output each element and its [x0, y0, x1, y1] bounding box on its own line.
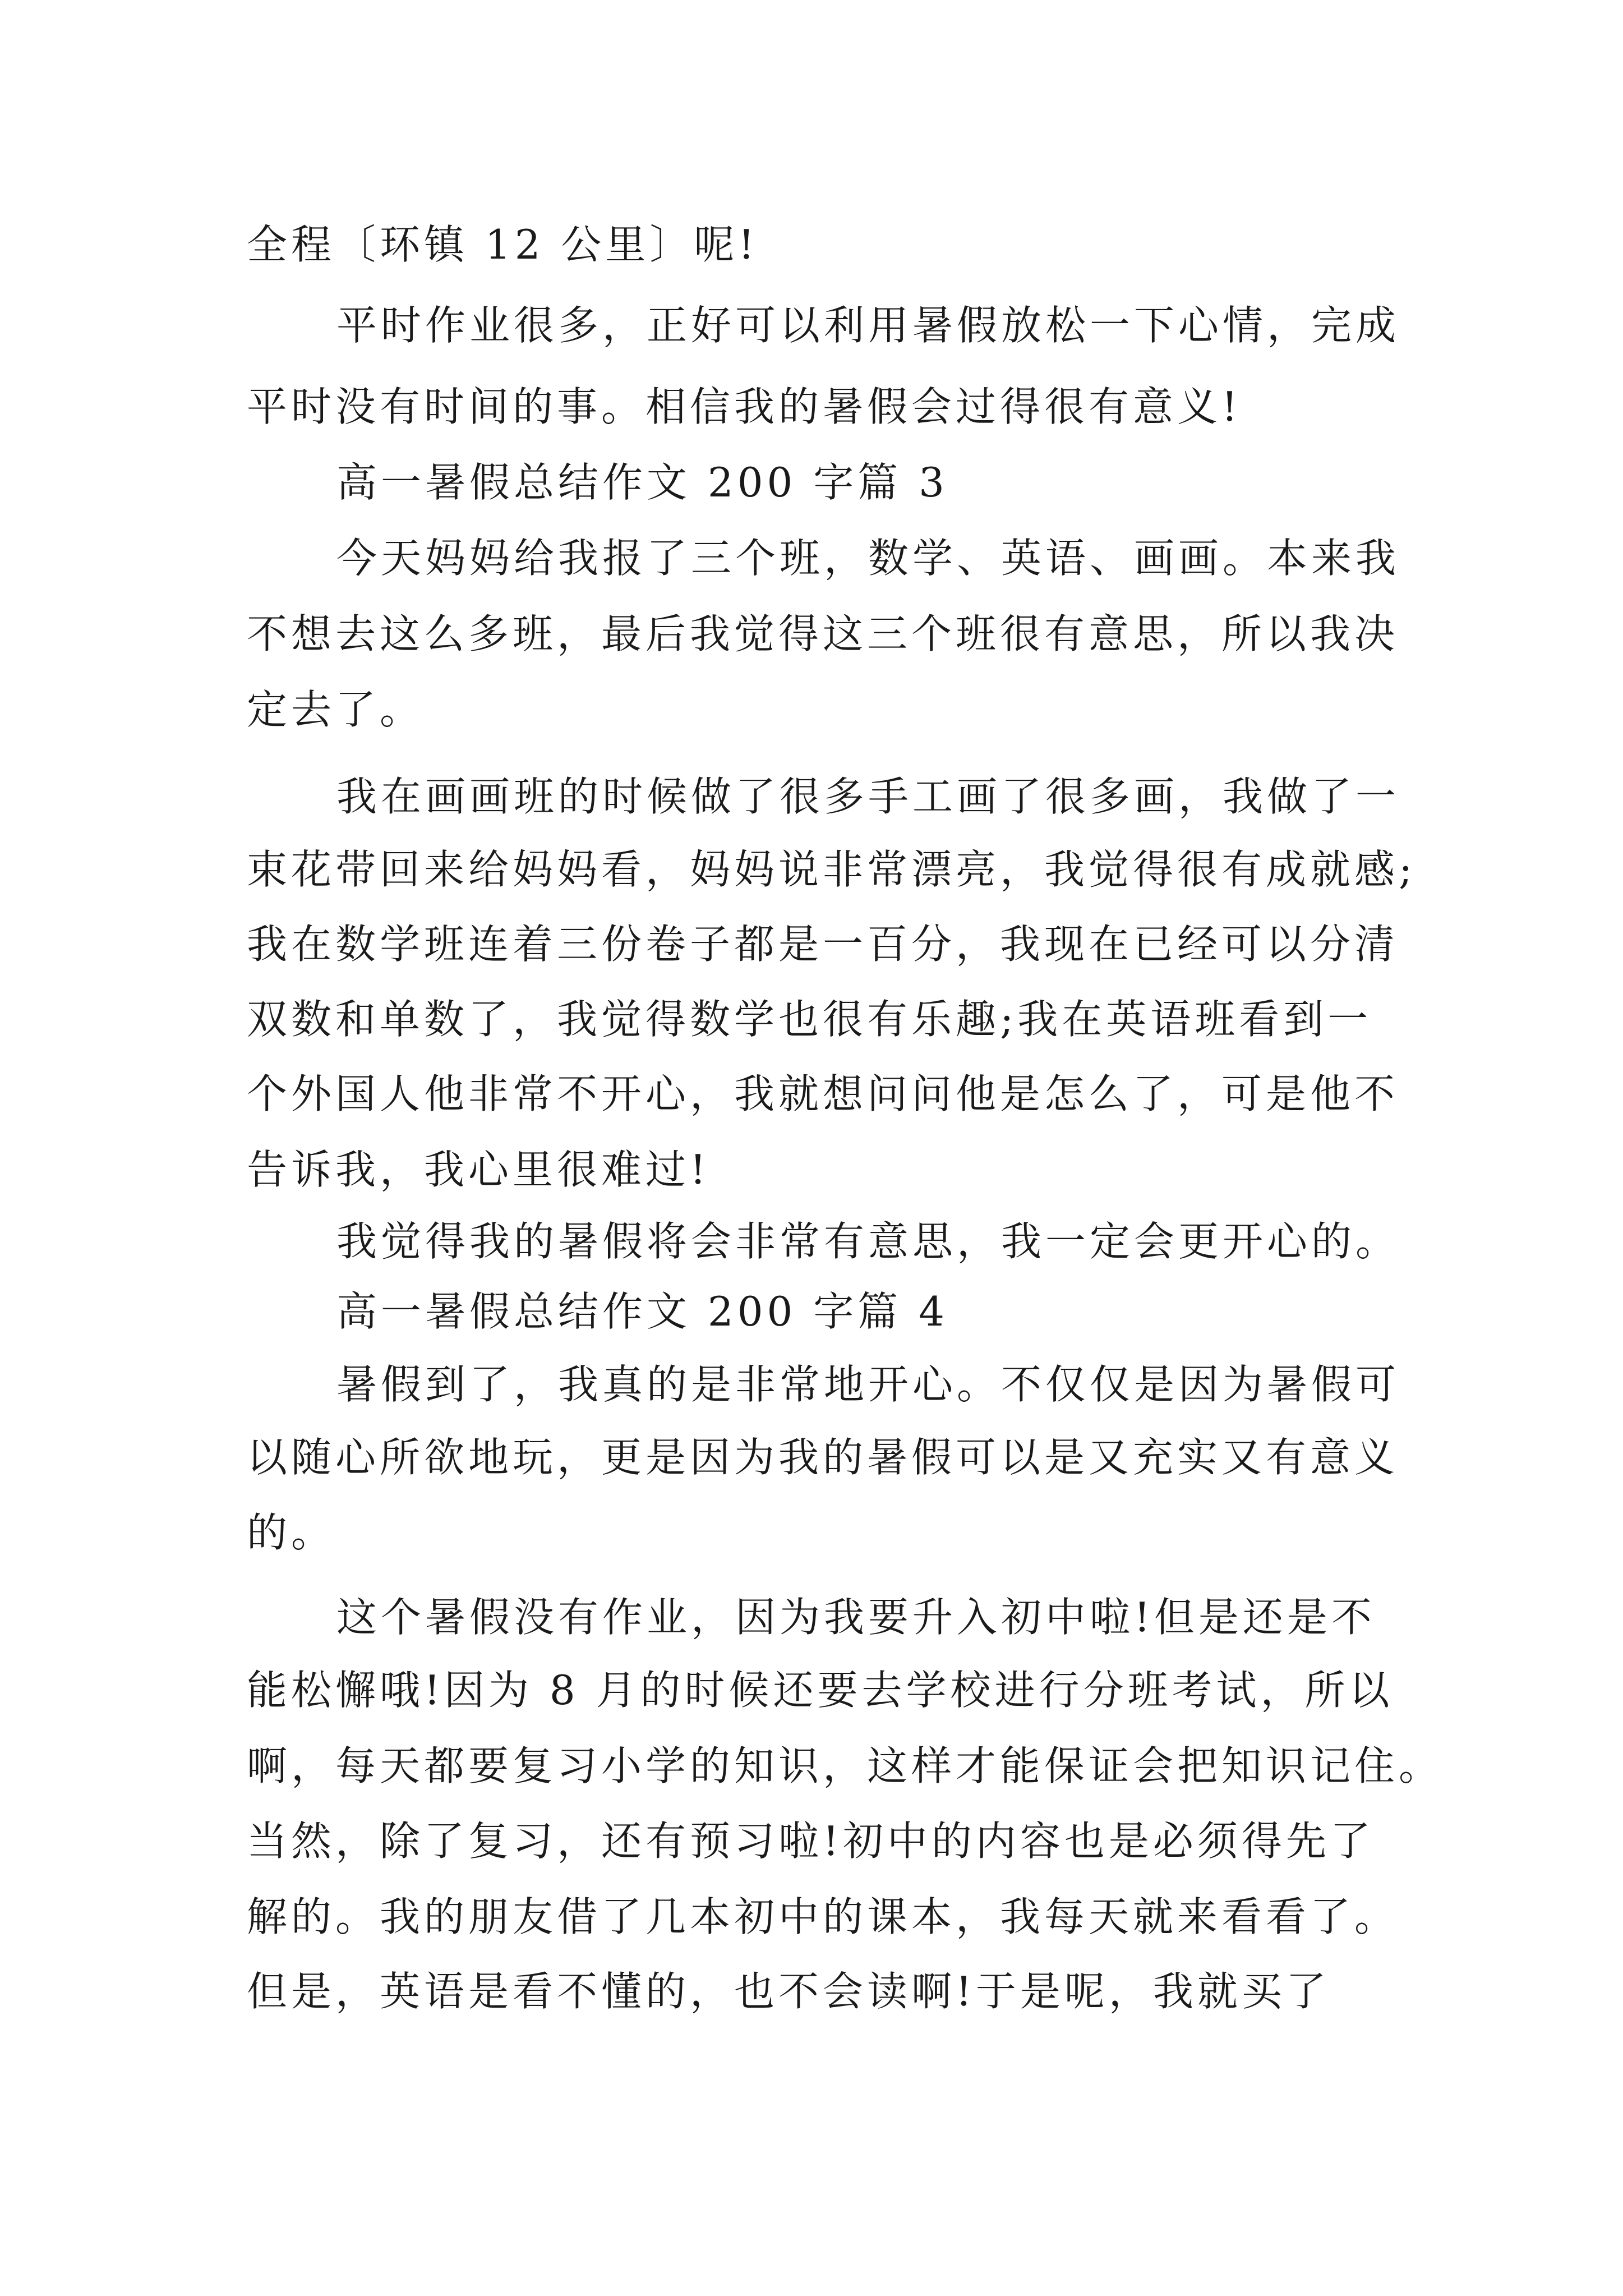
text-line: 不想去这么多班，最后我觉得这三个班很有意思，所以我决 — [247, 610, 1399, 657]
text-line: 但是，英语是看不懂的，也不会读啊!于是呢，我就买了 — [247, 1968, 1330, 2015]
text-line: 的。 — [247, 1509, 336, 1556]
text-line: 束花带回来给妈妈看，妈妈说非常漂亮，我觉得很有成就感; — [247, 846, 1417, 893]
section-heading: 高一暑假总结作文 200 字篇 3 — [336, 459, 948, 506]
text-line: 能松懈哦!因为 8 月的时候还要去学校进行分班考试，所以 — [247, 1667, 1394, 1714]
text-line: 个外国人他非常不开心，我就想问问他是怎么了，可是他不 — [247, 1070, 1399, 1117]
text-line: 当然，除了复习，还有预习啦!初中的内容也是必须得先了 — [247, 1818, 1375, 1865]
text-line: 平时没有时间的事。相信我的暑假会过得很有意义! — [247, 383, 1242, 430]
text-line: 双数和单数了，我觉得数学也很有乐趣;我在英语班看到一 — [247, 996, 1372, 1043]
text-line: 全程〔环镇 12 公里〕呢! — [247, 221, 759, 268]
paragraph-start-line: 平时作业很多，正好可以利用暑假放松一下心情，完成 — [336, 302, 1400, 349]
section-heading: 高一暑假总结作文 200 字篇 4 — [336, 1288, 948, 1335]
text-line: 以随心所欲地玩，更是因为我的暑假可以是又充实又有意义 — [247, 1434, 1399, 1481]
paragraph-start-line: 今天妈妈给我报了三个班，数学、英语、画画。本来我 — [336, 535, 1400, 582]
paragraph-start-line: 这个暑假没有作业，因为我要升入初中啦!但是还是不 — [336, 1594, 1376, 1641]
paragraph-start-line: 我觉得我的暑假将会非常有意思，我一定会更开心的。 — [336, 1218, 1400, 1265]
text-line: 啊，每天都要复习小学的知识，这样才能保证会把知识记住。 — [247, 1742, 1444, 1789]
paragraph-start-line: 我在画画班的时候做了很多手工画了很多画，我做了一 — [336, 773, 1400, 820]
paragraph-start-line: 暑假到了，我真的是非常地开心。不仅仅是因为暑假可 — [336, 1361, 1400, 1408]
text-line: 我在数学班连着三份卷子都是一百分，我现在已经可以分清 — [247, 921, 1399, 968]
text-line: 解的。我的朋友借了几本初中的课本，我每天就来看看了。 — [247, 1893, 1399, 1940]
text-line: 定去了。 — [247, 686, 425, 733]
text-line: 告诉我，我心里很难过! — [247, 1146, 710, 1193]
